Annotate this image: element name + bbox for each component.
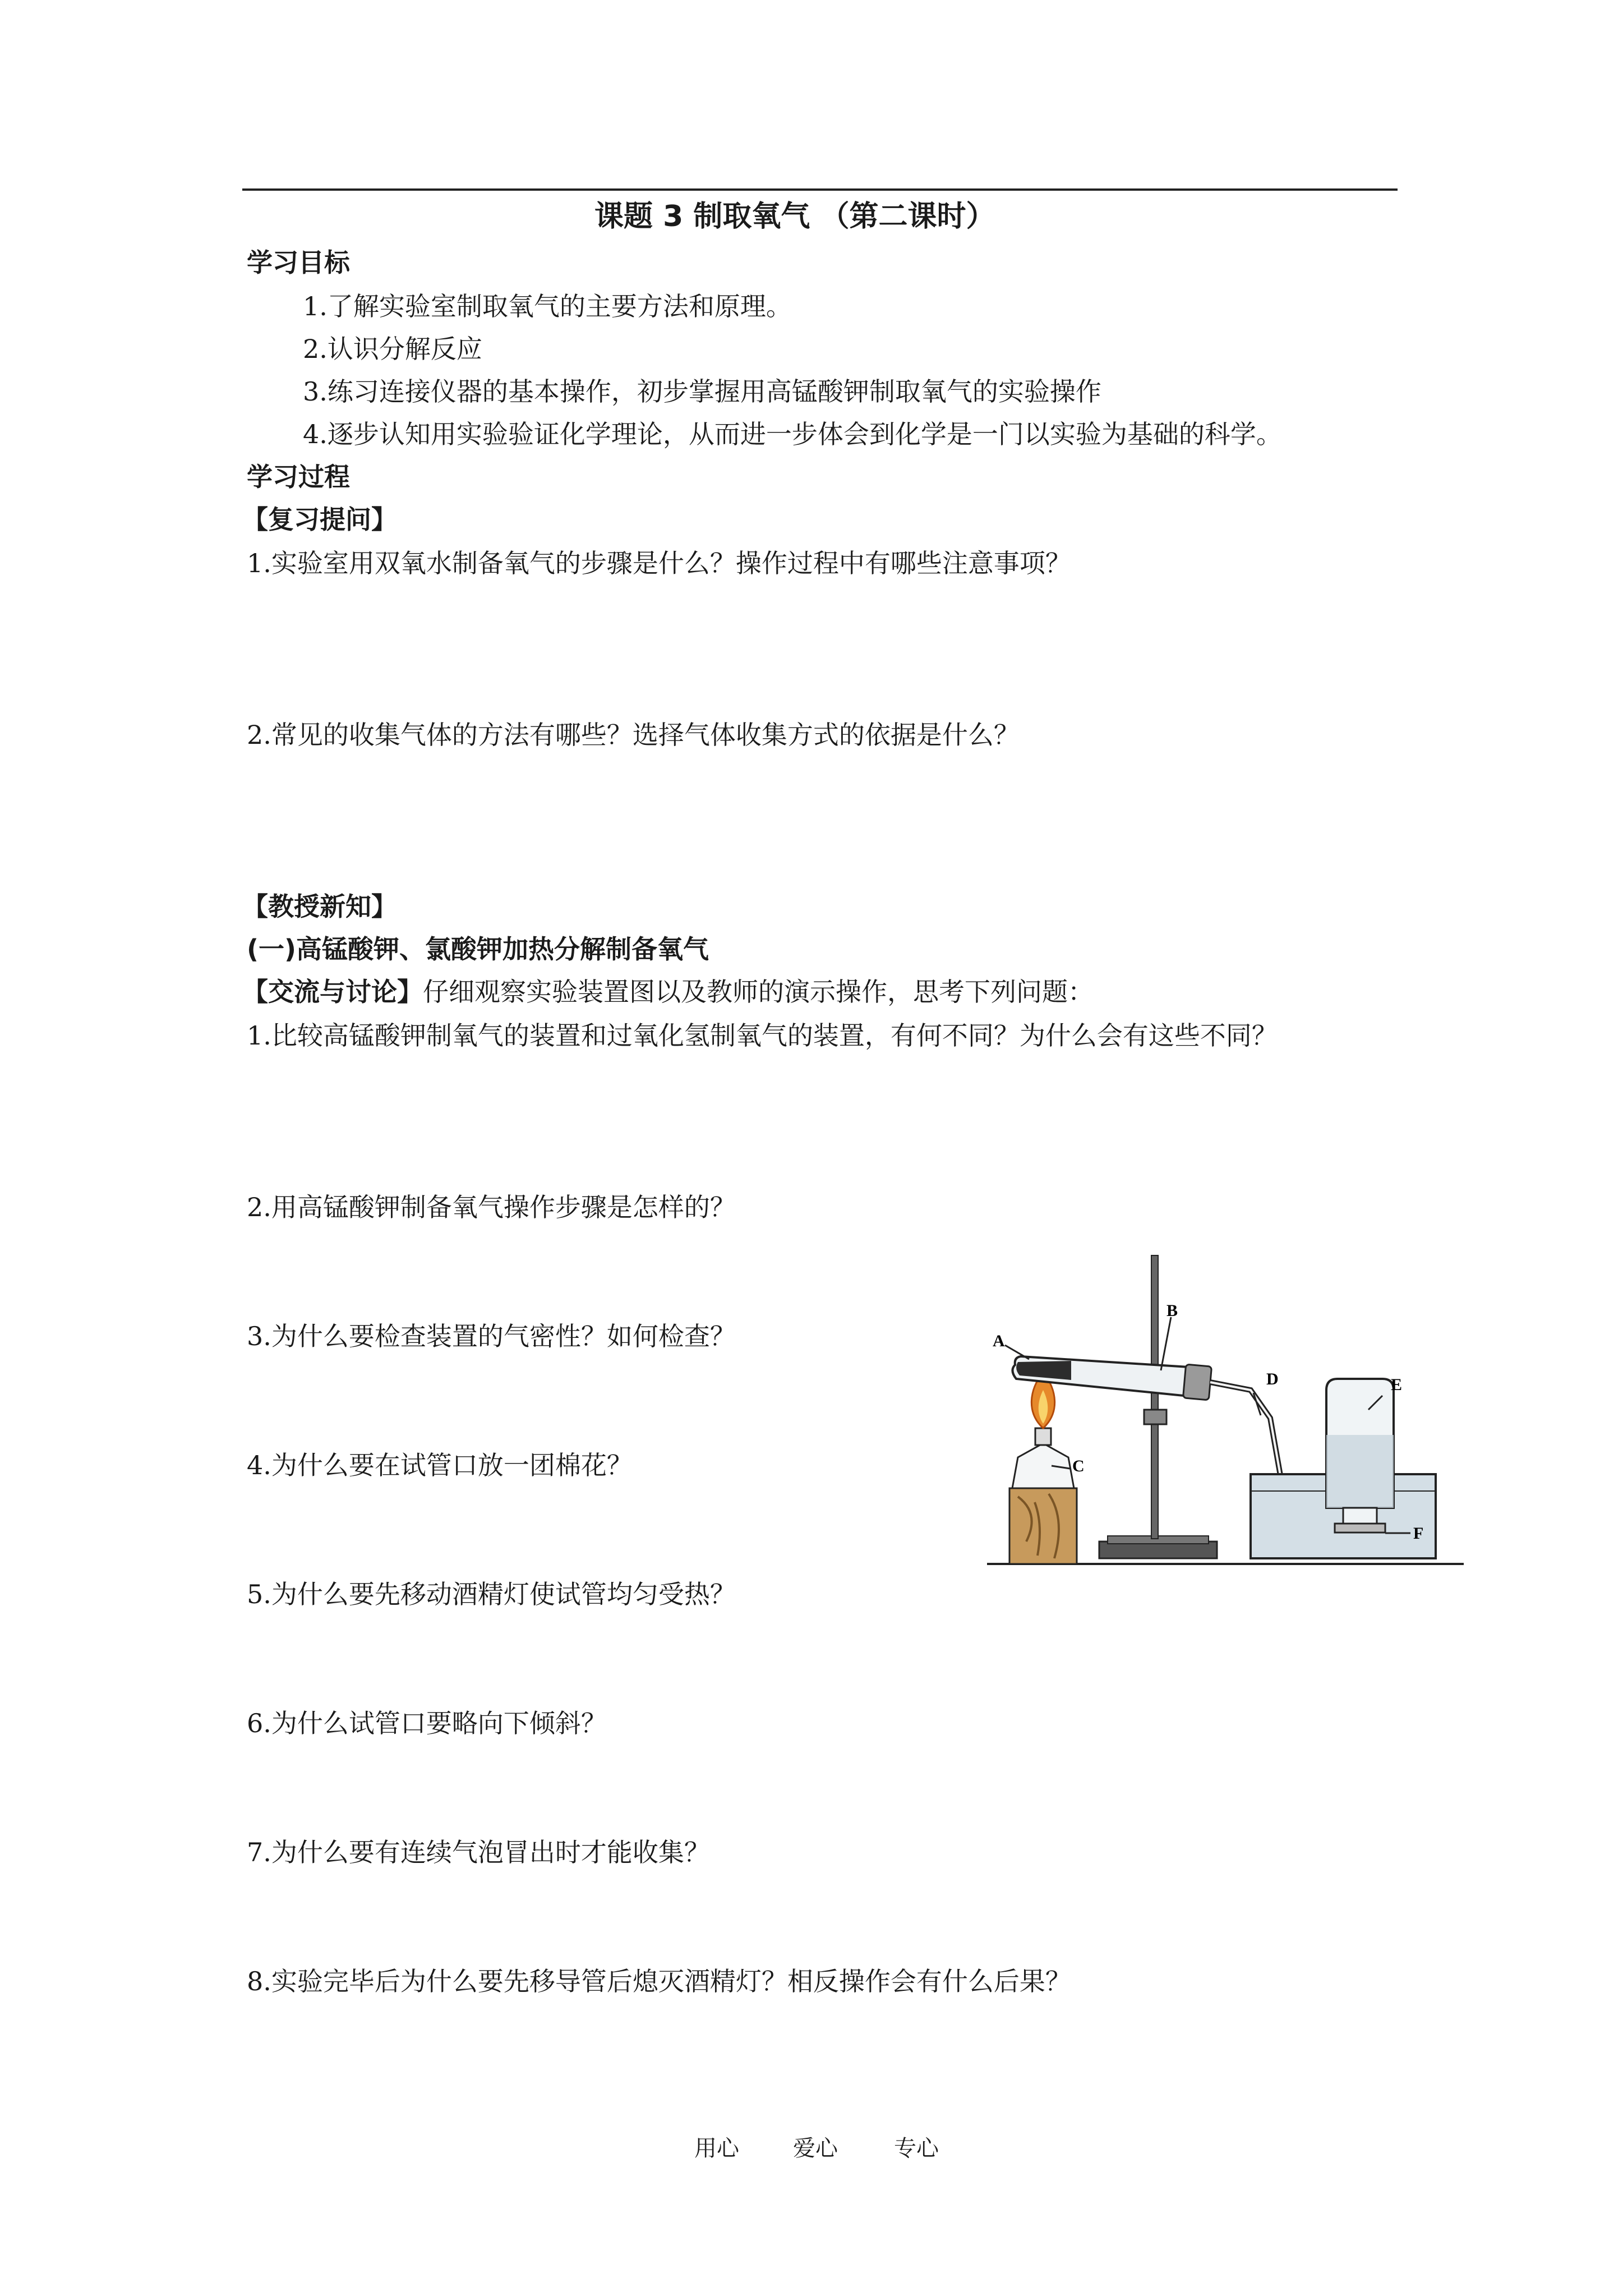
discussion-line <box>242 975 1094 1009</box>
review-question-2: 2.常见的收集气体的方法有哪些？选择气体收集方式的依据是什么？ <box>247 720 1020 750</box>
rubber-stopper <box>1183 1364 1211 1400</box>
footer-right: 专心 <box>894 2136 939 2161</box>
process-heading: 学习过程 <box>247 462 350 492</box>
question-6: 6.为什么试管口要略向下倾斜？ <box>247 1708 607 1738</box>
header-rule <box>242 188 1398 191</box>
lamp-wick-holder <box>1035 1428 1051 1445</box>
figure-label-a: A <box>993 1332 1005 1350</box>
clamp-lower <box>1144 1410 1166 1424</box>
figure-label-b: B <box>1166 1301 1178 1320</box>
figure-label-d: D <box>1266 1370 1279 1388</box>
figure-label-f: F <box>1413 1524 1424 1543</box>
question-4: 4.为什么要在试管口放一团棉花？ <box>247 1450 633 1480</box>
question-7: 7.为什么要有连续气泡冒出时才能收集？ <box>247 1837 710 1867</box>
objective-item-3: 3.练习连接仪器的基本操作，初步掌握用高锰酸钾制取氧气的实验操作 <box>303 376 1101 407</box>
review-heading: 【复习提问】 <box>242 504 397 535</box>
footer-middle: 爱心 <box>793 2136 838 2161</box>
discussion-label: 【交流与讨论】 <box>242 977 423 1007</box>
bottle-support <box>1335 1524 1385 1533</box>
objective-item-1: 1.了解实验室制取氧气的主要方法和原理。 <box>303 291 792 321</box>
question-8: 8.实验完毕后为什么要先移导管后熄灭酒精灯？相反操作会有什么后果？ <box>247 1966 1071 1996</box>
question-5: 5.为什么要先移动酒精灯使试管均匀受热？ <box>247 1579 736 1609</box>
stand-rod <box>1151 1255 1158 1539</box>
figure-label-c: C <box>1072 1457 1085 1475</box>
review-question-1: 1.实验室用双氧水制备氧气的步骤是什么？操作过程中有哪些注意事项？ <box>247 548 1071 578</box>
section-one-heading: (一)高锰酸钾、氯酸钾加热分解制备氧气 <box>247 934 709 964</box>
objectives-heading: 学习目标 <box>247 247 350 278</box>
objective-item-4: 4.逐步认知用实验验证化学理论，从而进一步体会到化学是一门以实验为基础的科学。 <box>303 419 1282 449</box>
figure-label-e: E <box>1391 1375 1403 1394</box>
new-knowledge-heading: 【教授新知】 <box>242 891 397 922</box>
question-2: 2.用高锰酸钾制备氧气操作步骤是怎样的？ <box>247 1192 736 1222</box>
objective-item-2: 2.认识分解反应 <box>303 334 482 364</box>
footer-left: 用心 <box>694 2136 739 2161</box>
wood-block <box>1009 1488 1077 1564</box>
discussion-text: 仔细观察实验装置图以及教师的演示操作，思考下列问题： <box>423 977 1094 1007</box>
oxygen-apparatus-figure <box>987 1250 1464 1570</box>
bottle-neck <box>1343 1508 1377 1525</box>
page-title: 课题 3 制取氧气 （第二课时） <box>594 200 995 233</box>
question-3: 3.为什么要检查装置的气密性？如何检查？ <box>247 1321 736 1351</box>
alcohol-lamp <box>1012 1443 1074 1488</box>
question-1: 1.比较高锰酸钾制氧气的装置和过氧化氢制氧气的装置，有何不同？为什么会有这些不同？ <box>247 1020 1278 1051</box>
